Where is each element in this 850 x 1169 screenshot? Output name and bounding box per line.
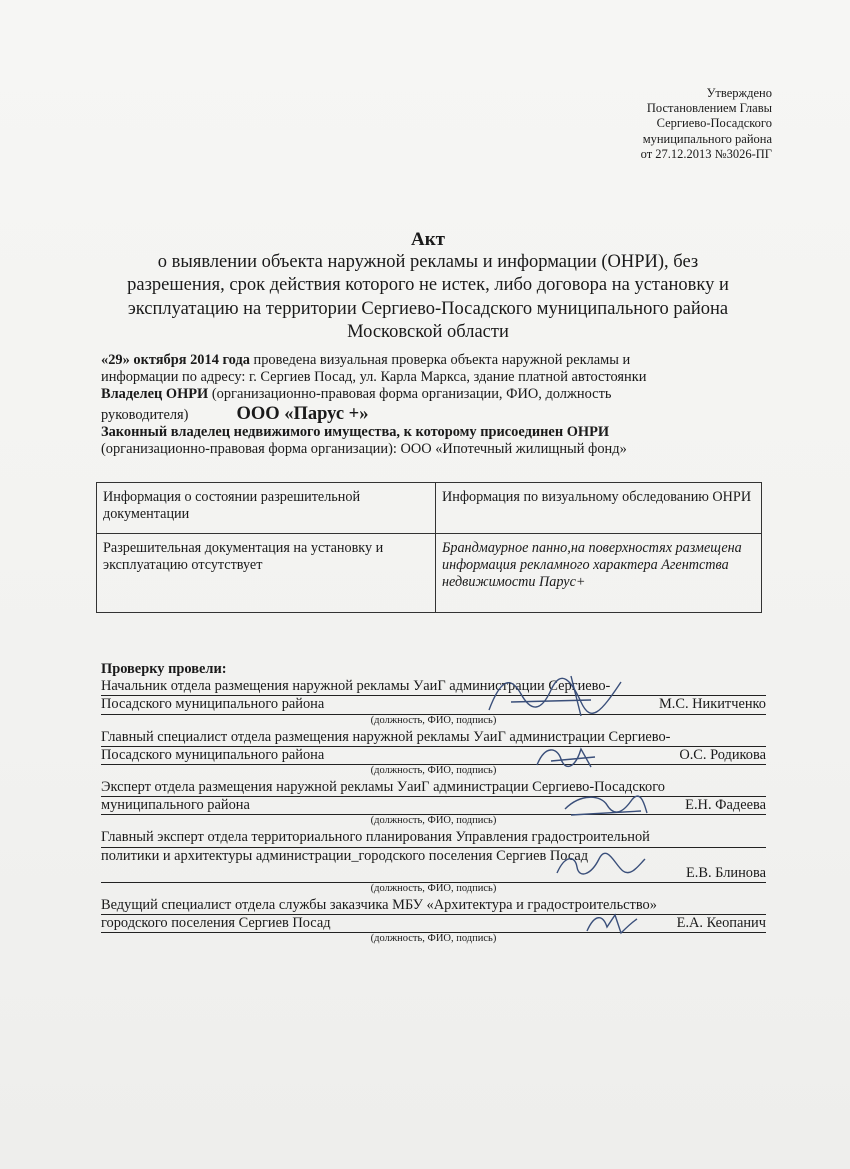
- table-header-row: [97, 483, 762, 534]
- checkers-section: [101, 661, 766, 947]
- act-subtitle-line: о выявлении объекта наружной рекламы и информации (ОНРИ), без: [157, 252, 699, 273]
- lawful-owner-note: (организационно-правовая форма организации): ООО «Ипотечный жилищный фонд»: [101, 441, 627, 458]
- checker-position-line: Эксперт отдела размещения наружной рекламы УаиГ администрации Сергиево-Посадского: [101, 779, 766, 797]
- inspection-date: «29» октября 2014 года: [101, 352, 250, 368]
- inspection-line-1: [101, 352, 761, 369]
- approval-stamp: [532, 86, 772, 162]
- owner-name: ООО «Парус +»: [236, 403, 369, 424]
- checker-position-line: Начальник отдела размещения наружной рекламы УаиГ администрации Сергиево-: [101, 678, 766, 696]
- table-cell: Разрешительная документация на установку и эксплуатацию отсутствует: [97, 534, 436, 613]
- checker-position-line: Главный эксперт отдела территориального планирования Управления градостроительной: [101, 829, 766, 847]
- inspection-text: проведена визуальная проверка объекта наружной рекламы и: [249, 352, 631, 368]
- signature-icon: [551, 845, 651, 885]
- table-header-cell: Информация по визуальному обследованию ОНРИ: [436, 483, 762, 534]
- checker-name: Е.А. Кеопанич: [676, 915, 766, 932]
- checker-entry: [101, 678, 766, 726]
- owner-line: [101, 386, 761, 403]
- lawful-owner-label: Законный владелец недвижимого имущества, к которому присоединен ОНРИ: [101, 423, 610, 440]
- checker-position-line: Посадского муниципального района: [101, 696, 325, 713]
- checker-name-line: [101, 747, 766, 765]
- info-table: [96, 482, 762, 613]
- approval-line: муниципального района: [642, 131, 772, 146]
- signature-caption: (должность, ФИО, подпись): [370, 883, 497, 895]
- table-header-cell: Информация о состоянии разрешительной документации: [97, 483, 436, 534]
- checker-entry: [101, 729, 766, 777]
- checker-name-line: [101, 696, 766, 714]
- checker-name: О.С. Родикова: [679, 746, 766, 763]
- approval-line: Постановлением Главы: [646, 101, 772, 116]
- checker-entry: [101, 897, 766, 945]
- owner-note: (организационно-правовая форма организации, ФИО, должность: [208, 386, 612, 403]
- inspection-paragraph: [101, 352, 761, 458]
- checker-position-line: политики и архитектуры администрации_городского поселения Сергиев Посад: [101, 847, 589, 864]
- checker-position-line: Ведущий специалист отдела службы заказчика МБУ «Архитектура и градостроительство»: [101, 897, 766, 915]
- approval-line: Сергиево-Посадского: [656, 116, 772, 131]
- approval-line: Утверждено: [706, 86, 772, 100]
- signature-icon: [581, 907, 641, 941]
- act-title: [98, 228, 758, 344]
- signature-caption: (должность, ФИО, подпись): [370, 933, 497, 945]
- checker-entry: [101, 829, 766, 895]
- checker-position-line: Главный специалист отдела размещения наружной рекламы УаиГ администрации Сергиево-: [101, 729, 766, 747]
- checker-name-line: [101, 865, 766, 883]
- checker-name: Е.В. Блинова: [685, 864, 766, 881]
- owner-note-end: руководителя): [101, 406, 189, 423]
- checkers-heading: Проверку провели:: [101, 661, 227, 677]
- table-cell: Брандмаурное панно,на поверхностях размещена информация рекламного характера Агентства недвижимости Парус+: [436, 534, 762, 613]
- checker-position-line: муниципального района: [101, 797, 250, 814]
- inspection-address: информации по адресу: г. Сергиев Посад, ул. Карла Маркса, здание платной автостоянки: [101, 369, 647, 386]
- checker-name-line: [101, 915, 766, 933]
- signature-caption: (должность, ФИО, подпись): [370, 714, 497, 726]
- signature-icon: [481, 672, 631, 722]
- owner-label: Владелец ОНРИ: [101, 386, 209, 403]
- act-heading: Акт: [410, 229, 445, 250]
- owner-name-line: [101, 403, 761, 424]
- act-subtitle-line: эксплуатацию на территории Сергиево-Посадского муниципального района: [127, 298, 729, 319]
- checker-position-line: Посадского муниципального района: [101, 746, 325, 763]
- checker-name: Е.Н. Фадеева: [685, 797, 766, 814]
- checker-name-line: [101, 797, 766, 815]
- act-subtitle-line: разрешения, срок действия которого не истек, либо договора на установку и: [127, 275, 729, 296]
- approval-line: от 27.12.2013 №3026-ПГ: [640, 146, 772, 161]
- checker-name: М.С. Никитченко: [658, 696, 766, 713]
- act-subtitle-line: Московской области: [347, 321, 509, 342]
- signature-icon: [561, 789, 651, 821]
- table-row: [97, 534, 762, 613]
- checker-position-line: городского поселения Сергиев Посад: [101, 915, 331, 932]
- signature-caption: (должность, ФИО, подпись): [370, 815, 497, 827]
- signature-icon: [531, 739, 601, 775]
- signature-caption: (должность, ФИО, подпись): [370, 765, 497, 777]
- checker-entry: [101, 779, 766, 827]
